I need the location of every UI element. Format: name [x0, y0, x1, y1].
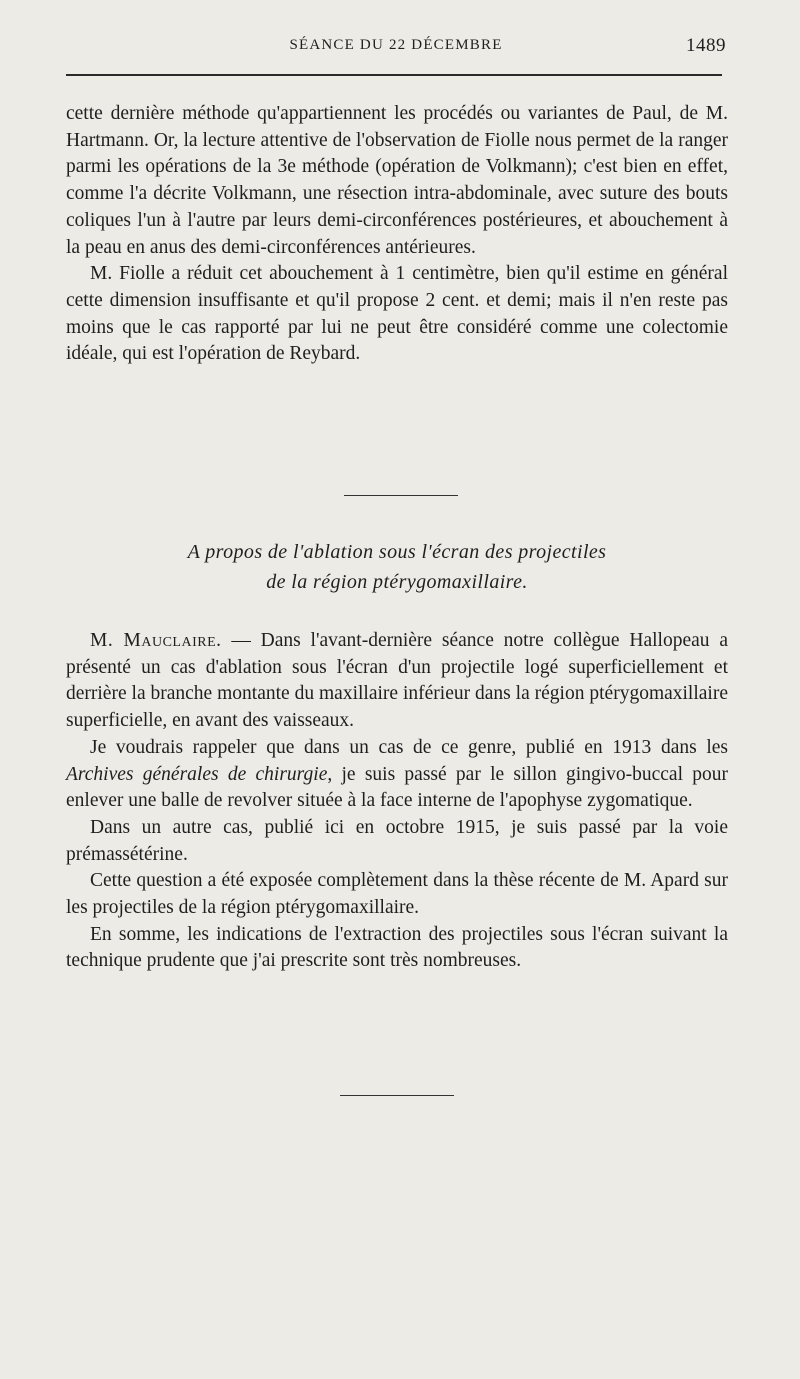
paragraph-opening: [66, 628, 728, 735]
section-divider: [344, 495, 458, 496]
paragraph-thesis: Cette question a été exposée complètement dans la thèse récente de M. Apard sur les projectiles de la région ptérygomaxillaire.: [66, 870, 728, 919]
paragraph-text-after: , je suis passé par le sillon gingivo-buccal pour enlever une balle de revolver située à la face interne de l'apophyse zygomatique.: [66, 763, 728, 812]
end-divider: [340, 1095, 454, 1096]
journal-title: Archives générales de chirurgie: [66, 763, 328, 785]
page-number: 1489: [686, 35, 726, 56]
header-rule: [66, 74, 722, 76]
paragraph-conclusion: En somme, les indications de l'extraction des projectiles sous l'écran suivant la technique prudente que j'ai prescrite sont très nombreuses.: [66, 923, 728, 972]
discussion-continuation: [66, 101, 728, 368]
paragraph-text-before: Je voudrais rappeler que dans un cas de ce genre, publié en 1913 dans les: [90, 736, 728, 758]
section-title-line-2: de la région ptérygomaxillaire.: [266, 571, 528, 593]
paragraph-continued: cette dernière méthode qu'appartiennent les procédés ou variantes de Paul, de M. Hartmann. Or, la lecture attentive de l'observation de Fiolle nous permet de la ranger parmi les opérations de la 3e méthode (opération de Volkmann); c'est bien en effet, comme l'a décrite Volkmann, une résection intra-abdominale, avec suture des bouts coliques l'un à l'autre par leurs demi-circonférences postérieures, et abouchement à la peau en anus des demi-circonférences antérieures.: [66, 103, 728, 258]
running-title: SÉANCE DU 22 DÉCEMBRE: [289, 37, 503, 53]
communication-body: [66, 628, 728, 975]
section-title: [66, 537, 728, 597]
paragraph-other-case: Dans un autre cas, publié ici en octobre 1915, je suis passé par la voie prémassétérine.: [66, 816, 728, 865]
running-head: [66, 37, 726, 61]
paragraph-opening-text: — Dans l'avant-dernière séance notre collègue Hallopeau a présenté un cas d'ablation sous l'écran d'un projectile logé superficiellement et derrière la branche montante du maxillaire inférieur dans la région ptérygomaxillaire superficielle, en avant des vaisseaux.: [66, 630, 729, 732]
section-title-line-1: A propos de l'ablation sous l'écran des projectiles: [187, 541, 607, 563]
speaker-name: M. Mauclaire.: [90, 630, 222, 651]
paragraph-previous-case: [66, 735, 728, 815]
paragraph-fiolle: M. Fiolle a réduit cet abouchement à 1 centimètre, bien qu'il estime en général cette dimension insuffisante et qu'il propose 2 cent. et demi; mais il n'en reste pas moins que le cas rapporté par lui ne peut être considéré comme une colectomie idéale, qui est l'opération de Reybard.: [66, 263, 728, 365]
